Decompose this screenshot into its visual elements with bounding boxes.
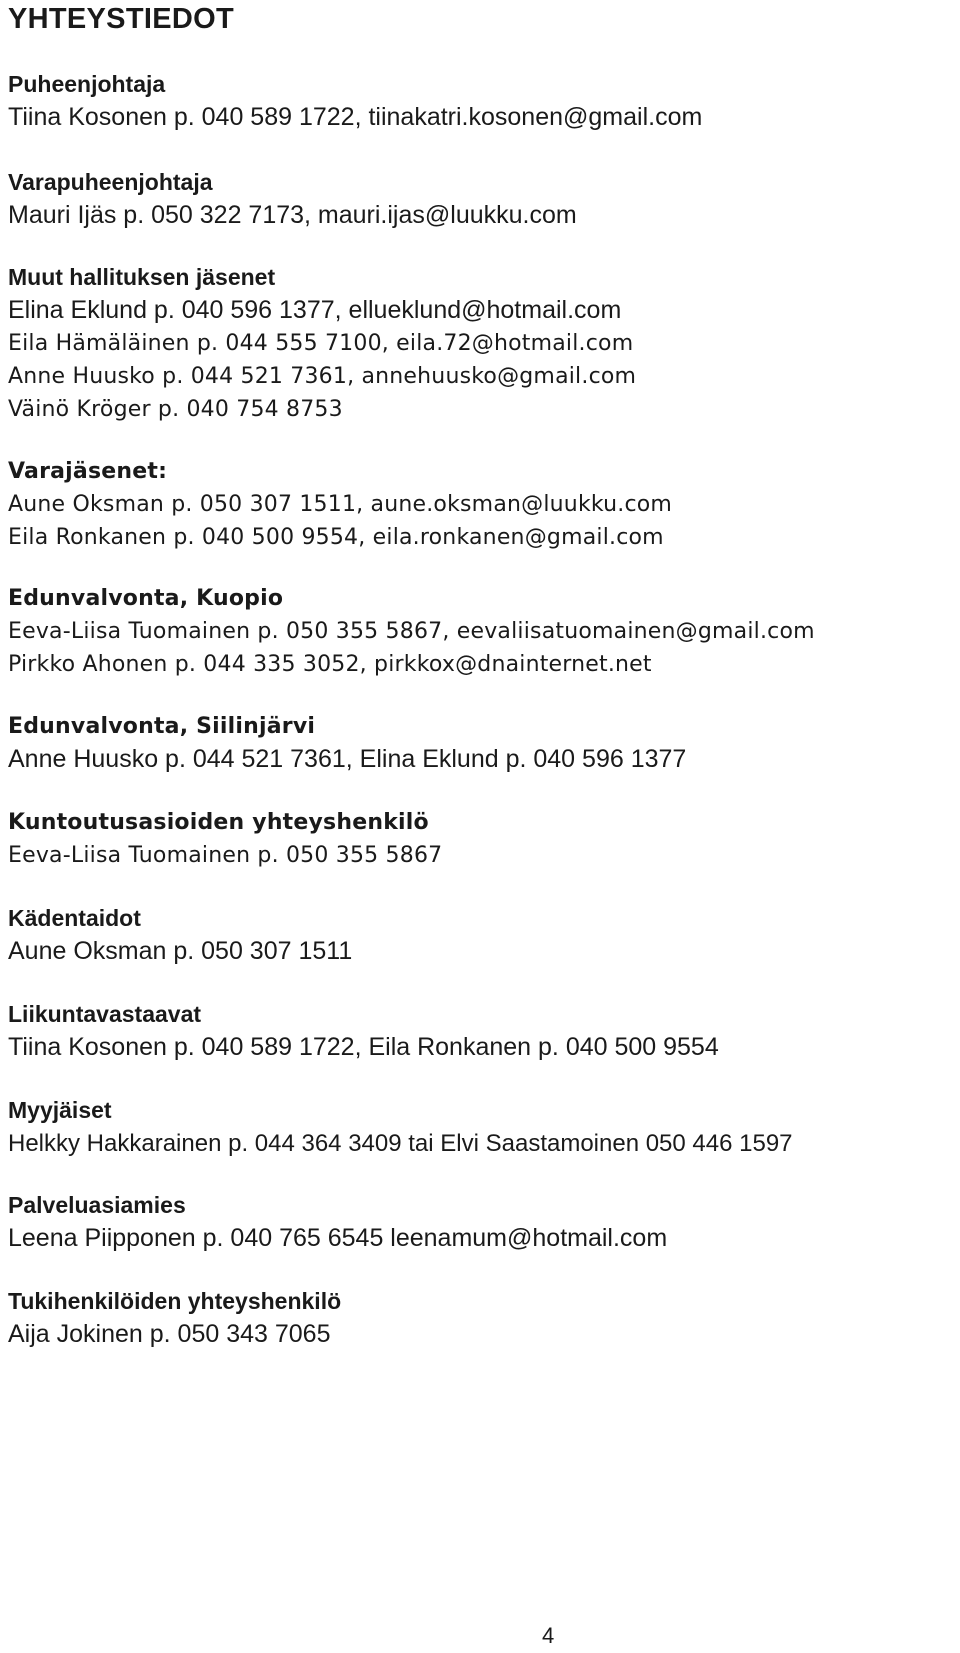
page-number: 4 xyxy=(542,1623,555,1648)
section-muut-hallituksen-jasenet xyxy=(8,261,958,426)
section-heading: Kädentaidot xyxy=(8,905,141,931)
contact-line: Mauri Ijäs p. 050 322 7173, mauri.ijas@luukku.com xyxy=(8,201,577,229)
section-puheenjohtaja xyxy=(8,68,958,134)
section-heading: Liikuntavastaavat xyxy=(8,1001,202,1027)
contact-line: Pirkko Ahonen p. 044 335 3052, pirkkox@dnainternet.net xyxy=(8,652,652,677)
contact-line: Anne Huusko p. 044 521 7361, annehuusko@gmail.com xyxy=(8,364,637,389)
section-kadentaidot xyxy=(8,902,958,968)
section-myyjaiset xyxy=(8,1094,958,1160)
document-title: YHTEYSTIEDOT xyxy=(8,3,234,35)
section-heading: Palveluasiamies xyxy=(8,1192,186,1218)
contact-line: Tiina Kosonen p. 040 589 1722, Eila Ronkanen p. 040 500 9554 xyxy=(8,1033,719,1061)
section-varajasenet xyxy=(8,455,958,554)
contact-line: Väinö Kröger p. 040 754 8753 xyxy=(8,397,343,422)
section-kuntoutusasioiden-yhteyshenkilo xyxy=(8,806,958,872)
contact-line: Helkky Hakkarainen p. 044 364 3409 tai Elvi Saastamoinen 050 446 1597 xyxy=(8,1130,793,1157)
section-palveluasiamies xyxy=(8,1189,958,1255)
section-heading: Puheenjohtaja xyxy=(8,71,166,97)
section-heading: Myyjäiset xyxy=(8,1097,112,1123)
section-edunvalvonta-siilinjarvi xyxy=(8,710,958,776)
section-heading: Varajäsenet: xyxy=(8,459,168,484)
section-heading: Kuntoutusasioiden yhteyshenkilö xyxy=(8,810,429,835)
section-heading: Tukihenkilöiden yhteyshenkilö xyxy=(8,1288,342,1314)
contact-line: Anne Huusko p. 044 521 7361, Elina Eklund p. 040 596 1377 xyxy=(8,745,687,773)
contact-line: Aune Oksman p. 050 307 1511, aune.oksman@luukku.com xyxy=(8,492,673,517)
contact-line: Aune Oksman p. 050 307 1511 xyxy=(8,937,353,965)
section-heading: Muut hallituksen jäsenet xyxy=(8,264,276,290)
section-heading: Edunvalvonta, Siilinjärvi xyxy=(8,714,316,739)
section-heading: Edunvalvonta, Kuopio xyxy=(8,586,284,611)
contact-line: Eeva-Liisa Tuomainen p. 050 355 5867 xyxy=(8,843,443,868)
section-edunvalvonta-kuopio xyxy=(8,582,958,681)
section-tukihenkiloiden-yhteyshenkilo xyxy=(8,1285,958,1351)
contact-line: Leena Piipponen p. 040 765 6545 leenamum@hotmail.com xyxy=(8,1224,668,1252)
contact-line: Elina Eklund p. 040 596 1377, ellueklund@hotmail.com xyxy=(8,296,622,324)
contact-line: Eila Ronkanen p. 040 500 9554, eila.ronkanen@gmail.com xyxy=(8,525,664,550)
section-heading: Varapuheenjohtaja xyxy=(8,169,213,195)
contact-line: Aija Jokinen p. 050 343 7065 xyxy=(8,1320,331,1348)
section-varapuheenjohtaja xyxy=(8,166,958,232)
contact-line: Eila Hämäläinen p. 044 555 7100, eila.72@hotmail.com xyxy=(8,331,634,356)
contact-line: Eeva-Liisa Tuomainen p. 050 355 5867, eevaliisatuomainen@gmail.com xyxy=(8,619,815,644)
contact-line: Tiina Kosonen p. 040 589 1722, tiinakatri.kosonen@gmail.com xyxy=(8,103,703,131)
section-liikuntavastaavat xyxy=(8,998,958,1064)
